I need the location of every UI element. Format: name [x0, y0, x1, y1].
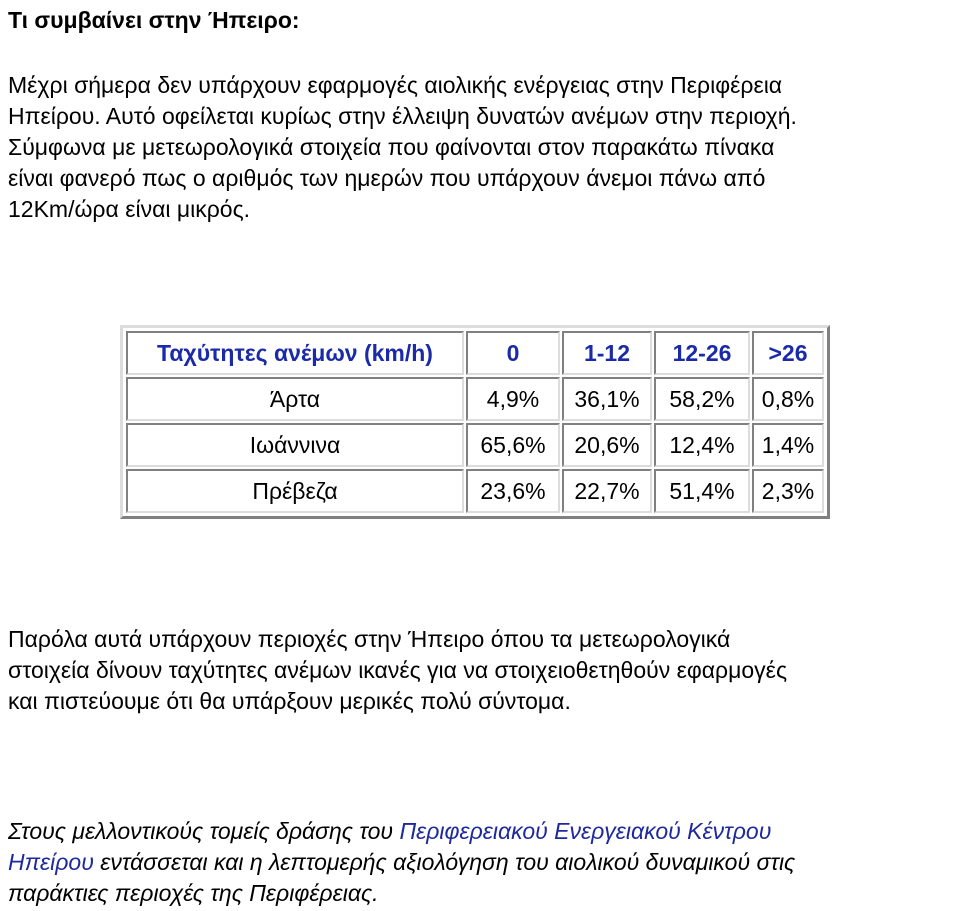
value-cell: 4,9%: [466, 377, 560, 421]
intro-line: Μέχρι σήμερα δεν υπάρχουν εφαρμογές αιολικής ενέργειας στην Περιφέρεια: [8, 72, 783, 98]
value-cell: 23,6%: [466, 469, 560, 513]
header-cell-label: Ταχύτητες ανέμων (km/h): [126, 331, 464, 375]
intro-line: είναι φανερό πως ο αριθμός των ημερών που υπάρχουν άνεμοι πάνω από: [8, 165, 766, 191]
header-cell: >26: [752, 331, 824, 375]
value-cell: 2,3%: [752, 469, 824, 513]
table-header-row: [126, 331, 824, 375]
header-cell: 0: [466, 331, 560, 375]
energy-centre-link[interactable]: Περιφερειακού Ενεργειακού Κέντρου: [399, 818, 772, 844]
closing-line-1: [8, 816, 958, 847]
wind-speed-table: [120, 325, 830, 519]
value-cell: 12,4%: [654, 423, 750, 467]
intro-line: 12Km/ώρα είναι μικρός.: [8, 196, 251, 222]
row-label-cell: Πρέβεζα: [126, 469, 464, 513]
middle-line: στοιχεία δίνουν ταχύτητες ανέμων ικανές για να στοιχειοθετηθούν εφαρμογές: [8, 657, 788, 683]
middle-line: Παρόλα αυτά υπάρχουν περιοχές στην Ήπειρο όπου τα μετεωρολογικά: [8, 626, 731, 652]
closing-line-3: παράκτιες περιοχές της Περιφέρειας.: [8, 880, 379, 906]
middle-paragraph: [8, 624, 958, 717]
row-label-cell: Άρτα: [126, 377, 464, 421]
closing-prefix: Στους μελλοντικούς τομείς δράσης του: [8, 818, 400, 844]
value-cell: 65,6%: [466, 423, 560, 467]
table-row: [126, 423, 824, 467]
intro-line: Σύμφωνα με μετεωρολογικά στοιχεία που φαίνονται στον παρακάτω πίνακα: [8, 134, 775, 160]
value-cell: 36,1%: [562, 377, 652, 421]
energy-centre-link-continued[interactable]: Ηπείρου: [8, 849, 94, 875]
intro-paragraph: [8, 70, 958, 225]
header-cell: 1-12: [562, 331, 652, 375]
value-cell: 20,6%: [562, 423, 652, 467]
header-cell: 12-26: [654, 331, 750, 375]
value-cell: 1,4%: [752, 423, 824, 467]
closing-text: εντάσσεται και η λεπτομερής αξιολόγηση του αιολικού δυναμικού στις: [93, 849, 796, 875]
value-cell: 0,8%: [752, 377, 824, 421]
value-cell: 22,7%: [562, 469, 652, 513]
value-cell: 51,4%: [654, 469, 750, 513]
closing-line-2: [8, 847, 958, 878]
row-label-cell: Ιωάννινα: [126, 423, 464, 467]
middle-line: και πιστεύουμε ότι θα υπάρξουν μερικές πολύ σύντομα.: [8, 688, 571, 714]
value-cell: 58,2%: [654, 377, 750, 421]
intro-line: Ηπείρου. Αυτό οφείλεται κυρίως στην έλλειψη δυνατών ανέμων στην περιοχή.: [8, 103, 797, 129]
table-row: [126, 377, 824, 421]
closing-paragraph: [8, 816, 958, 909]
table-row: [126, 469, 824, 513]
section-heading: Τι συμβαίνει στην Ήπειρο:: [8, 7, 300, 33]
